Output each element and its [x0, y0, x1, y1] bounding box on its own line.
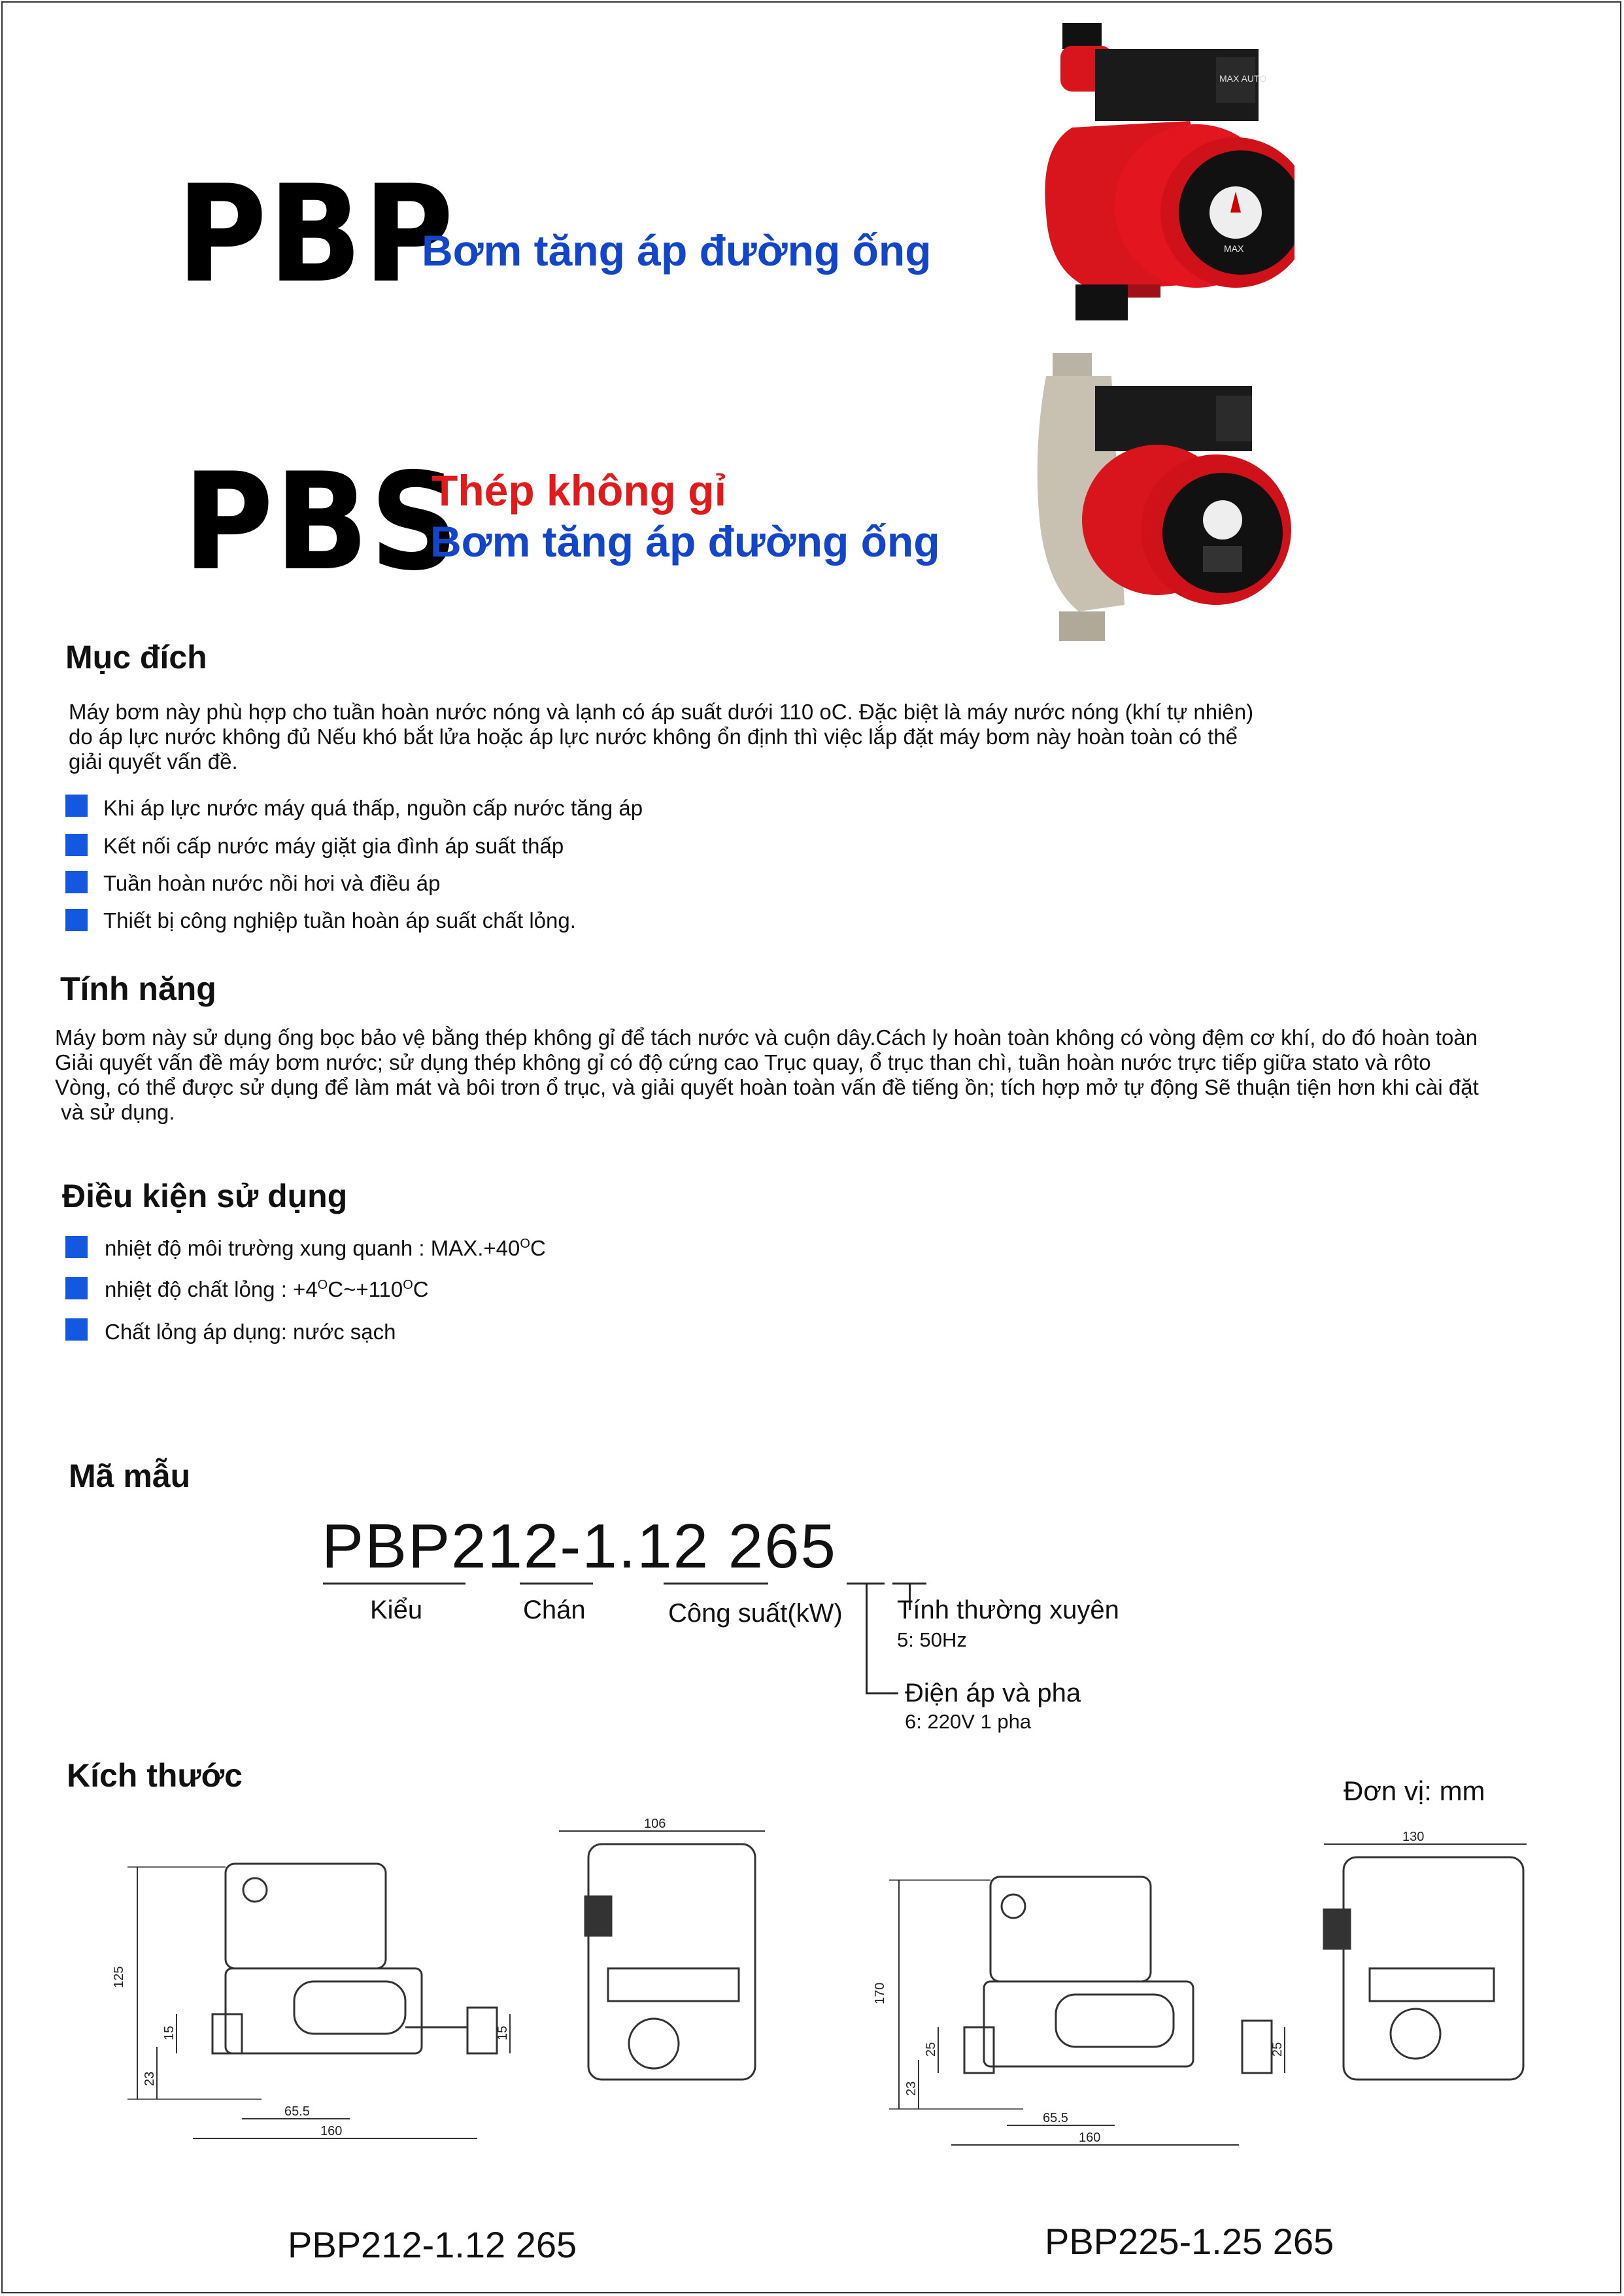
model-code: [322, 1511, 837, 1583]
front-view: [588, 1844, 755, 2080]
dimensions-heading: Kích thước: [67, 1757, 243, 1794]
purpose-item: Kết nối cấp nước máy giặt gia đình áp suất thấp: [103, 834, 564, 858]
label-freq: Tính thường xuyên: [897, 1596, 1119, 1624]
front-port: [629, 2019, 679, 2068]
condition-item: Chất lỏng áp dụng: nước sạch: [105, 1320, 396, 1344]
purpose-item: Thiết bị công nghiệp tuần hoàn áp suất chất lỏng.: [103, 908, 576, 933]
dimension-drawing-left: [111, 1818, 791, 2184]
front-knob: [585, 1896, 611, 1936]
pump-dial-label: MAX: [1224, 243, 1244, 254]
dim-160: 160: [320, 2124, 343, 2138]
code-part-space: [709, 1511, 728, 1581]
conditions-heading: Điều kiện sử dụng: [62, 1178, 348, 1214]
bullet-square: [65, 1318, 88, 1341]
dim-160: 160: [1079, 2131, 1101, 2145]
bullet-square: [65, 909, 88, 931]
features-line: và sử dụng.: [55, 1100, 175, 1124]
condition-mid: C~+110: [328, 1277, 403, 1301]
model-heading: Mã mẫu: [69, 1458, 191, 1494]
condition-item: [105, 1277, 429, 1302]
label-freq-value: 5: 50Hz: [897, 1628, 967, 1651]
dim-15: 15: [162, 2025, 177, 2040]
condition-tail: C: [530, 1236, 546, 1260]
purpose-item: Tuần hoàn nước nồi hơi và điều áp: [103, 871, 441, 895]
front-knob: [1324, 1910, 1350, 1949]
pump-image-pbp: [1020, 16, 1294, 330]
pump-image-pbs: [1007, 350, 1294, 651]
front-base: [608, 1968, 739, 2001]
condition-item: [105, 1236, 546, 1261]
label-volt-value: 6: 220V 1 pha: [905, 1710, 1032, 1733]
dim-23: 23: [904, 2081, 919, 2096]
product-subtitle-pbs: Bơm tăng áp đường ống: [430, 517, 940, 566]
dimension-drawing-right: [866, 1818, 1585, 2184]
condition-text: nhiệt độ chất lỏng : +4: [105, 1277, 318, 1301]
purpose-heading: Mục đích: [65, 639, 207, 676]
code-part: 2: [451, 1511, 488, 1581]
dim-65-5: 65.5: [1043, 2111, 1068, 2125]
bolt-icon: [1002, 1894, 1025, 1918]
condition-sup: O: [520, 1237, 530, 1251]
connector-volt: [866, 1584, 868, 1694]
label-type: Kiểu: [370, 1596, 423, 1624]
product-subtitle-pbp: Bơm tăng áp đường ống: [422, 226, 932, 275]
product-code-pbp: PBP: [177, 157, 455, 313]
label-foot: Chán: [523, 1596, 586, 1624]
features-line: Vòng, có thể được sử dụng để làm mát và bôi trơn ổ trục, và giải quyết hoàn toàn vấn đề tiếng ồn; tích hợp mở tự động Sẽ thuận tiện hơn khi cài đặt: [55, 1075, 1479, 1099]
underline-foot: [520, 1583, 593, 1585]
pump-panel-label: MAX AUTO: [1219, 73, 1267, 84]
bullet-square: [65, 1277, 88, 1299]
inlet: [212, 2014, 242, 2053]
product-code-pbs: PBS: [183, 445, 460, 600]
features-line: Máy bơm này sử dụng ống bọc bảo vệ bằng thép không gỉ để tách nước và cuộn dây.Cách ly hoàn toàn không có vòng đệm cơ khí, do đó hoàn toàn: [55, 1025, 1478, 1050]
outlet: [1242, 2021, 1272, 2073]
housing-cover: [1056, 1995, 1174, 2047]
features-text: [55, 1025, 1479, 1125]
code-part-volt: 26: [728, 1511, 801, 1581]
dim-25-right: 25: [1270, 2042, 1285, 2057]
label-volt: Điện áp và pha: [905, 1679, 1081, 1707]
caption-left: PBP212-1.12 265: [288, 2224, 577, 2265]
dim-130: 130: [1402, 1830, 1425, 1844]
motor-body: [990, 1877, 1151, 1981]
features-line: Giải quyết vấn đề máy bơm nước; sử dụng thép không gỉ có độ cứng cao Trục quay, ổ trục than chì, tuần hoàn nước trực tiếp giữa stato và rôto: [55, 1050, 1431, 1074]
condition-sup: O: [403, 1278, 413, 1292]
bullet-square: [65, 834, 88, 856]
dim-height: 170: [873, 1982, 887, 2004]
bullet-square: [65, 1236, 88, 1258]
housing-cover: [294, 1981, 405, 2034]
underline-type: [323, 1583, 465, 1585]
dim-height: 125: [112, 1966, 126, 1988]
outlet: [467, 2008, 497, 2053]
code-part-power: .12: [618, 1511, 710, 1581]
product-subtitle-pbs-red: Thép không gỉ: [431, 466, 726, 515]
dim-65-5: 65.5: [284, 2104, 310, 2119]
dim-23: 23: [143, 2071, 157, 2086]
purpose-item: Khi áp lực nước máy quá thấp, nguồn cấp nước tăng áp: [103, 796, 643, 820]
code-part-type: PBP: [322, 1511, 452, 1581]
features-heading: Tính năng: [60, 970, 216, 1007]
label-power: Công suất(kW): [668, 1599, 843, 1628]
bullet-square: [65, 871, 88, 893]
condition-sup: O: [317, 1278, 328, 1292]
dim-15-right: 15: [496, 2025, 510, 2040]
condition-text: nhiệt độ môi trường xung quanh : MAX.+40: [105, 1236, 520, 1260]
connector-volt-h: [866, 1692, 898, 1694]
bullet-square: [65, 795, 88, 817]
code-part: -1: [560, 1511, 618, 1581]
purpose-line: giải quyết vấn đề.: [69, 749, 238, 774]
underline-power: [664, 1583, 768, 1585]
dim-25: 25: [924, 2042, 938, 2057]
condition-tail: C: [413, 1277, 429, 1301]
front-base: [1370, 1968, 1494, 2001]
front-port: [1391, 2009, 1440, 2059]
code-part-foot: 12: [487, 1511, 560, 1581]
purpose-line: Máy bơm này phù hợp cho tuần hoàn nước nóng và lạnh có áp suất dưới 110 oC. Đặc biệt là máy nước nóng (khí tự nhiên): [69, 700, 1254, 724]
code-part-freq: 5: [800, 1511, 837, 1581]
purpose-text: [69, 700, 1253, 774]
dim-106: 106: [644, 1818, 666, 1831]
caption-right: PBP225-1.25 265: [1045, 2221, 1334, 2262]
bolt-icon: [243, 1878, 267, 1902]
purpose-line: do áp lực nước không đủ Nếu khó bắt lửa hoặc áp lực nước không ổn định thì việc lắp đặt máy bơm này hoàn toàn có thể: [69, 725, 1238, 749]
unit-label: Đơn vị: mm: [1344, 1775, 1485, 1806]
